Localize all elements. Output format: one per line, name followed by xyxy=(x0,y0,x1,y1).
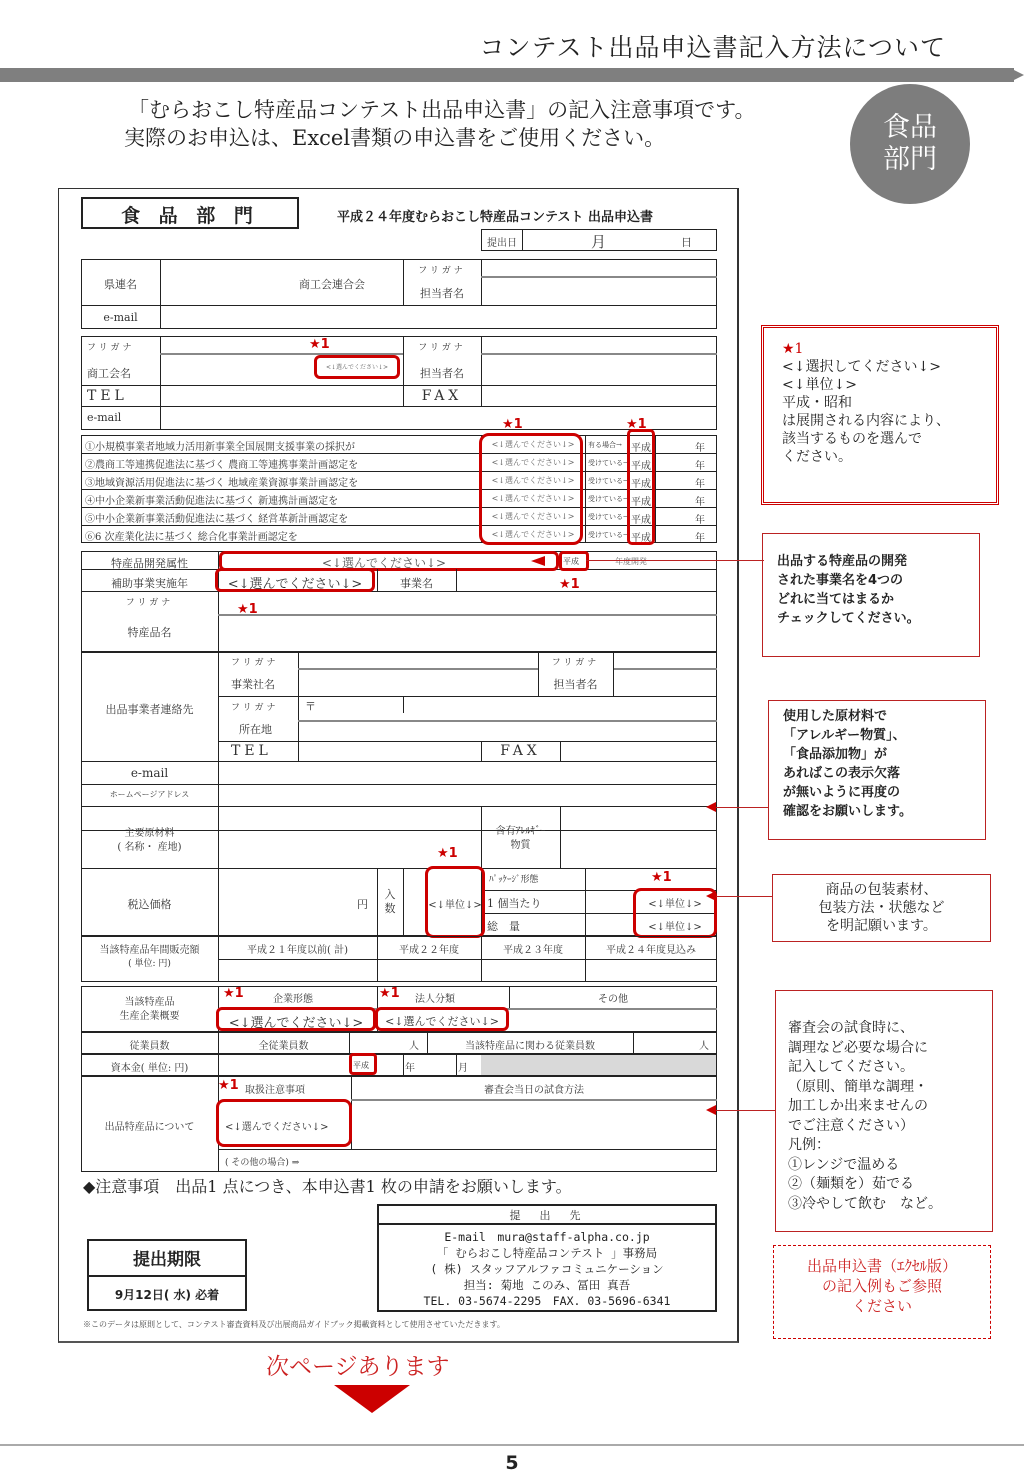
capital-gray-area xyxy=(481,1055,716,1075)
deadline-date: 9月12日( 水) 必着 xyxy=(114,1288,220,1302)
note-line: （原則、簡単な調理・ xyxy=(788,1078,928,1095)
dev-attr-select[interactable]: <↓選んでください↓> xyxy=(321,556,447,570)
subsidy-label: 補助事業実施年 xyxy=(111,577,188,590)
star-marker: ★1 xyxy=(379,986,400,1001)
program-era-highlight xyxy=(627,429,655,545)
note-excel-lines xyxy=(780,1256,984,1316)
note-package xyxy=(772,874,991,942)
note-line: された事業名を4つの xyxy=(777,573,904,588)
program-condition: 受けている→ xyxy=(588,459,629,467)
note-dev xyxy=(762,533,980,657)
note-star-lines xyxy=(782,358,978,466)
note-excel xyxy=(773,1245,991,1339)
program-year: 年 xyxy=(695,515,705,526)
header-banner-bar xyxy=(0,68,1014,82)
program-text: ③地域資源活用促進法に基づく 地域産業資源事業計画認定を xyxy=(85,478,359,489)
sales-col-2: 平成２２年度 xyxy=(399,945,459,956)
employees-label: 従業員数 xyxy=(129,1041,170,1052)
destination-title: 提 出 先 xyxy=(509,1209,585,1222)
destination-company: ( 株) スタッフアルファコミュニケーション xyxy=(430,1262,664,1276)
company-label-2: 生産企業概要 xyxy=(119,1011,180,1022)
program-select[interactable]: <↓選んでください↓> xyxy=(491,512,575,521)
note-line: 審査会の試食時に、 xyxy=(788,1020,914,1036)
company-form-select[interactable]: <↓選んでください↓> xyxy=(228,1016,364,1031)
program-era[interactable]: 平成 xyxy=(631,497,651,508)
row-divider xyxy=(81,489,717,490)
unit-select[interactable]: <↓単位↓> xyxy=(428,900,482,911)
footer-divider xyxy=(0,1444,1024,1446)
note-package-lines xyxy=(781,881,982,935)
price-label: 税込価格 xyxy=(127,898,172,911)
product-name-label: 特産品名 xyxy=(127,626,172,639)
note-line: 商品の包装素材、 xyxy=(825,882,938,898)
exhibitor-fax-label: FAX xyxy=(500,743,541,759)
program-year: 年 xyxy=(695,479,705,490)
note-line: 使用した原材料で xyxy=(783,709,888,724)
note-line: ②（麺類を）茹でる xyxy=(788,1176,914,1192)
destination-lines xyxy=(377,1229,717,1309)
note-line: 平成・昭和 xyxy=(782,395,852,411)
per-item-label: 1 個当たり xyxy=(487,897,542,910)
submit-date-label: 提出日 xyxy=(487,238,517,249)
col-divider xyxy=(655,471,656,489)
note-allergy-lines xyxy=(783,707,971,821)
arrow-left-icon xyxy=(706,891,716,901)
program-select[interactable]: <↓選んでください↓> xyxy=(491,530,575,539)
note-line: 出品申込書（ｴｸｾﾙ版） xyxy=(806,1257,957,1275)
program-year: 年 xyxy=(695,443,705,454)
note-line: の記入例もご参照 xyxy=(821,1277,942,1295)
capital-label: 資本金( 単位: 円) xyxy=(110,1063,189,1074)
note-line: あればこの表示欠落 xyxy=(783,766,901,781)
sales-label-2: ( 単位: 円) xyxy=(128,959,171,969)
page-number: 5 xyxy=(505,1452,519,1474)
day-label[interactable]: 日 xyxy=(681,236,692,249)
program-condition: 受けている→ xyxy=(588,495,629,503)
exhibitor-contact-label: 担当者名 xyxy=(553,678,598,691)
total-label: 総 量 xyxy=(487,920,520,933)
chamber-block xyxy=(81,336,717,430)
note-line: ください。 xyxy=(782,449,852,465)
note-line: が無いように再度の xyxy=(783,785,901,800)
program-era[interactable]: 平成 xyxy=(631,533,651,544)
note-star xyxy=(761,325,999,505)
subsidy-project-label: 事業名 xyxy=(400,577,433,590)
intro-line-2: 実際のお申込は、Excel書類の申込書をご使用ください。 xyxy=(124,126,666,150)
chamber-contact-label: 担当者名 xyxy=(420,367,464,380)
col-divider xyxy=(655,489,656,507)
row-divider xyxy=(81,525,717,526)
intro-text xyxy=(124,96,756,152)
subsidy-select[interactable]: <↓選んでください↓> xyxy=(227,577,363,592)
note-line: 包装方法・状態など xyxy=(818,900,945,916)
deadline-title: 提出期限 xyxy=(133,1250,201,1270)
note-line: 調理など必要な場合に xyxy=(788,1039,928,1056)
employees-unit: 人 xyxy=(409,1041,419,1052)
note-line: ください xyxy=(851,1297,912,1315)
prefecture-label: 県連名 xyxy=(104,278,137,291)
row-divider xyxy=(81,507,717,508)
sales-label-1: 当該特産品年間販売額 xyxy=(99,945,200,956)
note-line: チェックしてください。 xyxy=(777,611,920,626)
caution-select[interactable]: <↓選んでください↓> xyxy=(225,1122,329,1133)
row-divider xyxy=(81,453,717,454)
arrow-left-icon xyxy=(706,802,716,812)
employees-related-label: 当該特産品に関わる従業員数 xyxy=(465,1041,595,1052)
package-label: ﾊﾟｯｹｰｼﾞ形態 xyxy=(489,875,539,885)
note-line: 出品する特産品の開発 xyxy=(777,554,908,569)
note-line: 該当するものを選んで xyxy=(782,431,922,447)
item-other-label: ( その他の場合) ⇒ xyxy=(225,1158,300,1168)
product-furigana-label: フリガナ xyxy=(125,598,174,608)
exhibitor-furigana3: フリガナ xyxy=(231,703,279,713)
category-badge xyxy=(850,84,970,204)
note-line: 加工しか出来ませんの xyxy=(788,1098,928,1114)
star-marker: ★1 xyxy=(626,417,647,432)
notice-text: ◆注意事項 出品1 点につき、本申込書1 枚の申請をお願いします。 xyxy=(83,1177,572,1196)
program-condition: 受けている→ xyxy=(588,531,629,539)
program-condition: 受けている→ xyxy=(588,477,629,485)
dev-suffix: 年度開発 xyxy=(615,557,647,566)
allergy-label-2: 物質 xyxy=(510,840,531,851)
chamber-furigana-label: フリガナ xyxy=(87,343,135,353)
star-marker: ★1 xyxy=(218,1078,239,1093)
per-item-unit-select[interactable]: <↓単位↓> xyxy=(648,899,702,910)
note-line: を明記願います。 xyxy=(826,918,937,934)
chamber-furigana2-label: フリガナ xyxy=(418,343,466,353)
qty-label-2: 数 xyxy=(384,902,396,915)
footnote: ※このデータは原則として、コンテスト審査資料及び出展商品ガイドブック掲載資料として使用させていただきます。 xyxy=(83,1320,505,1329)
note-line: でご注意ください） xyxy=(788,1117,914,1134)
program-select-highlight xyxy=(479,433,583,545)
caution-label: 取扱注意事項 xyxy=(245,1085,305,1096)
badge-line-2: 部門 xyxy=(883,144,937,175)
program-era[interactable]: 平成 xyxy=(631,443,651,454)
allergy-label-1: 含有ｱﾚﾙｷﾞｰ xyxy=(495,826,546,837)
form-title: 平成２４年度むらおこし特産品コンテスト 出品申込書 xyxy=(337,210,654,225)
exhibitor-address-label: 所在地 xyxy=(239,723,272,736)
note-allergy xyxy=(768,700,986,840)
col-divider xyxy=(655,507,656,525)
corp-class-label: 法人分類 xyxy=(415,994,455,1005)
postal-mark: 〒 xyxy=(305,700,316,713)
prefecture-block xyxy=(81,259,717,329)
destination-phone: TEL. 03-5674-2295 FAX. 03-5696-6341 xyxy=(423,1294,671,1308)
program-select[interactable]: <↓選んでください↓> xyxy=(491,440,575,449)
program-year: 年 xyxy=(695,533,705,544)
capital-era[interactable]: 平成 xyxy=(353,1061,369,1070)
note-line: <↓選択してください↓> xyxy=(782,359,941,375)
destination-email[interactable]: E-mail mura@staff-alpha.co.jp xyxy=(444,1230,650,1244)
program-year: 年 xyxy=(695,497,705,508)
row-divider xyxy=(81,471,717,472)
dev-era[interactable]: 平成 xyxy=(563,557,579,566)
star-marker: ★1 xyxy=(223,986,244,1001)
page-title: コンテスト出品申込書記入方法について xyxy=(479,33,946,62)
note-line: 凡例： xyxy=(788,1137,830,1153)
note-tasting-lines xyxy=(788,1019,982,1214)
sales-col-4: 平成２４年度見込み xyxy=(606,945,696,956)
program-year: 年 xyxy=(695,461,705,472)
prefecture-furigana-label: フリガナ xyxy=(418,266,466,276)
chamber-fax-label: FAX xyxy=(421,388,463,404)
prefecture-contact-label: 担当者名 xyxy=(420,287,464,300)
program-era[interactable]: 平成 xyxy=(631,479,651,490)
program-select[interactable]: <↓選んでください↓> xyxy=(491,494,575,503)
note-line: ①レンジで温める xyxy=(788,1156,900,1173)
note-line: 記入してください。 xyxy=(788,1059,914,1075)
company-label-1: 当該特産品 xyxy=(124,997,175,1008)
program-select[interactable]: <↓選んでください↓> xyxy=(491,458,575,467)
note-star-title: ★1 xyxy=(782,341,804,357)
star-marker: ★1 xyxy=(437,846,458,861)
note-tasting xyxy=(775,990,993,1232)
star-marker: ★1 xyxy=(502,417,523,432)
col-divider xyxy=(655,525,656,543)
star-marker: ★1 xyxy=(559,577,580,592)
arrow-left-icon xyxy=(531,556,545,566)
materials-label-1: 主要原材料 xyxy=(124,828,175,839)
chamber-email-label: e-mail xyxy=(87,411,122,424)
sales-col-3: 平成２３年度 xyxy=(503,945,563,956)
note-line: 確認をお願いします。 xyxy=(783,804,912,819)
exhibitor-label: 出品事業者連絡先 xyxy=(105,703,194,716)
exhibitor-company-label: 事業社名 xyxy=(231,678,275,691)
destination-contact: 担当: 菊地 このみ、冨田 真吾 xyxy=(463,1278,631,1292)
note-line: ③冷やして飲む など。 xyxy=(788,1195,942,1212)
star-marker: ★1 xyxy=(237,602,258,617)
arrow-left-icon xyxy=(706,1105,716,1115)
note-line: 「食品添加物」が xyxy=(783,747,888,762)
capital-year: 年 xyxy=(405,1063,415,1074)
employees-unit-2: 人 xyxy=(699,1041,709,1052)
program-era[interactable]: 平成 xyxy=(631,461,651,472)
employees-all-label: 全従業員数 xyxy=(258,1041,309,1052)
chamber-select[interactable]: <↓選んでください↓> xyxy=(325,364,389,371)
col-divider xyxy=(655,453,656,471)
corp-class-select[interactable]: <↓選んでください↓> xyxy=(385,1015,499,1028)
month-label[interactable]: 月 xyxy=(591,233,607,251)
banner-arrow-tip xyxy=(1010,68,1024,82)
total-unit-select[interactable]: <↓単位↓> xyxy=(648,922,702,933)
star-marker: ★1 xyxy=(651,870,672,885)
star-marker: ★1 xyxy=(309,337,330,352)
company-form-label: 企業形態 xyxy=(273,994,313,1005)
capital-month: 月 xyxy=(458,1063,468,1074)
tasting-label: 審査会当日の試食方法 xyxy=(484,1085,584,1096)
exhibitor-furigana1: フリガナ xyxy=(231,658,279,668)
program-select[interactable]: <↓選んでください↓> xyxy=(491,476,575,485)
destination-office: 「 むらおこし特産品コンテスト 」事務局 xyxy=(436,1246,658,1260)
qty-label-1: 入 xyxy=(384,888,396,901)
exhibitor-tel-label: TEL xyxy=(231,743,272,759)
section-label: 食 品 部 門 xyxy=(121,205,259,227)
dev-attr-label: 特産品開発属性 xyxy=(111,557,188,570)
col-divider xyxy=(655,435,656,453)
sales-col-1: 平成２１年度以前( 計) xyxy=(247,945,348,956)
next-page-text: 次ページあります xyxy=(266,1354,450,1380)
prefecture-suffix: 商工会連合会 xyxy=(299,278,365,291)
down-triangle-icon xyxy=(334,1385,410,1413)
program-condition: 有る場合→ xyxy=(588,441,622,449)
program-text: ⑤中小企業新事業活動促進法に基づく 経営革新計画認定を xyxy=(85,514,349,525)
badge-line-1: 食品 xyxy=(883,112,937,143)
prefecture-email-label: e-mail xyxy=(103,311,138,324)
program-text: ④中小企業新事業活動促進法に基づく 新連携計画認定を xyxy=(85,496,339,507)
email-label: e-mail xyxy=(130,766,169,780)
note-line: は展開される内容により、 xyxy=(782,413,950,429)
intro-line-1: 「むらおこし特産品コンテスト出品申込書」の記入注意事項です。 xyxy=(128,98,756,122)
program-text: ②農商工等連携促進法に基づく 農商工等連携事業計画認定を xyxy=(85,460,359,471)
chamber-name-label: 商工会名 xyxy=(87,367,131,380)
price-yen: 円 xyxy=(357,898,368,911)
application-form xyxy=(58,188,739,1343)
chamber-tel-label: TEL xyxy=(87,388,128,404)
materials-label-2: ( 名称・ 産地) xyxy=(117,842,182,853)
item-label: 出品特産品について xyxy=(104,1122,195,1133)
note-line: 「アレルギー物質」、 xyxy=(783,728,906,743)
other-label: その他 xyxy=(598,994,628,1005)
program-condition: 受けている→ xyxy=(588,513,629,521)
note-line: <↓単位↓> xyxy=(782,377,857,393)
program-text: ⑥6 次産業化法に基づく 総合化事業計画認定を xyxy=(85,532,298,543)
note-line: どれに当てはまるか xyxy=(777,592,895,607)
program-era[interactable]: 平成 xyxy=(631,515,651,526)
program-text: ①小規模事業者地域力活用新事業全国展開支援事業の採択が xyxy=(85,442,355,453)
homepage-label: ホームページアドレス xyxy=(109,790,190,799)
note-dev-lines xyxy=(777,552,965,628)
exhibitor-furigana2: フリガナ xyxy=(551,658,600,668)
